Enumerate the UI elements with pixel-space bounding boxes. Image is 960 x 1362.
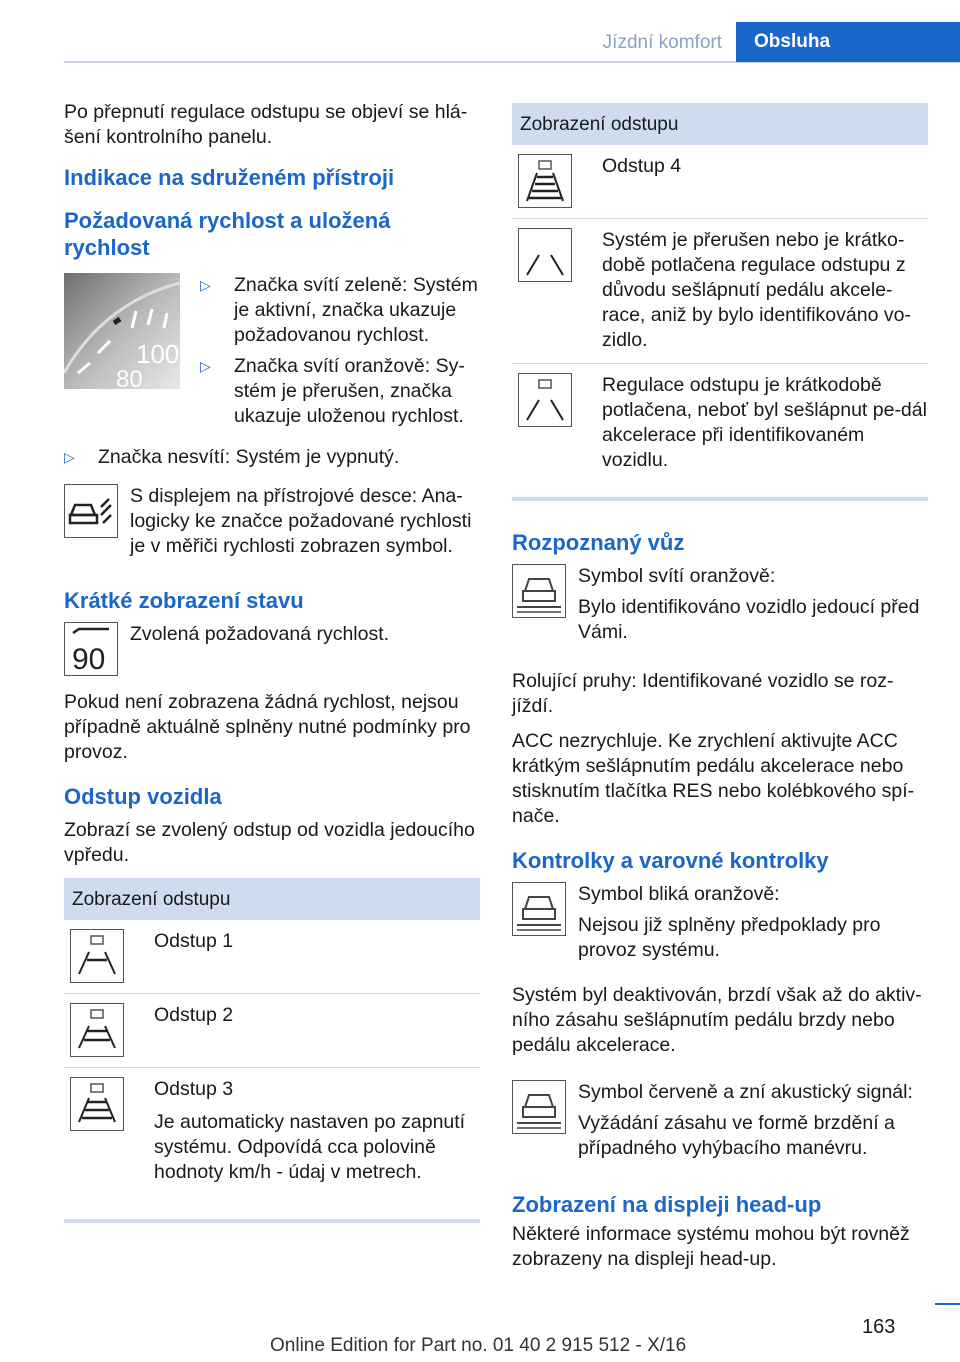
bullet-item: ▷ Značka svítí zeleně: Systém je aktivní, značka ukazuje požadovanou rychlost. [200,274,478,346]
collision-warning-icon [512,1080,566,1134]
distance-3-icon [70,1077,124,1131]
interrupted-icon [518,228,572,282]
footer-rule [935,1303,960,1305]
red-line-2: Vyžádání zásahu ve formě brzdění a případného vyhýbacího manévru. [578,1112,895,1159]
heading-cluster: Indikace na sdruženém přístroji [64,165,395,190]
edition-footer: Online Edition for Part no. 01 40 2 915 512 - X/16 [270,1335,687,1356]
table-row: Odstup 3 Je automaticky nastaven po zapnutí systému. Odpovídá cca polovině hodnoty km/h - údaj v metrech. [64,1068,480,1205]
table-row: Odstup 1 [64,920,480,994]
bullet-item: ▷ Značka svítí oranžově: Sy-stém je přerušen, značka ukazuje uloženou rychlost. [200,355,465,427]
recognized-car-icon [512,564,566,618]
recognized-line-2: Bylo identifikováno vozidlo jedoucí před Vámi. [578,596,920,643]
heading-warning: Kontrolky a varovné kontrolky [512,848,829,873]
heading-speed: Požadovaná rychlost a uložená rychlost [64,208,391,260]
display-paragraph: S displejem na přístrojové desce: Ana-logicky ke značce požadované rychlosti je v měřiči rychlosti zobrazen symbol. [130,485,472,557]
bullet-item: ▷ Značka nesvítí: Systém je vypnutý. [64,446,400,468]
table-header: Zobrazení odstupu [64,878,480,920]
table-end-rule [512,497,928,501]
table-row: Odstup 2 [64,994,480,1068]
intro-paragraph: Po přepnutí regulace odstupu se objeví se hlá-šení kontrolního panelu. [64,101,468,148]
acc-paragraph: ACC nezrychluje. Ke zrychlení aktivujte ACC krátkým sešlápnutím pedálu akcelerace nebo stisknutím tlačítka RES nebo kolébkového spí-nače. [512,730,915,827]
acc-car-icon [64,484,118,538]
table-end-rule [64,1219,480,1223]
recognized-line-1: Symbol svítí oranžově: [578,565,776,587]
header-section-label: Jízdní komfort [602,31,722,53]
headup-paragraph: Některé informace systému mohou být rovněž zobrazeny na displeji head-up. [512,1223,910,1270]
svg-text:90: 90 [72,643,106,675]
svg-text:80: 80 [116,366,143,389]
blink-line-1: Symbol bliká oranžově: [578,883,780,905]
table-header: Zobrazení odstupu [512,103,928,145]
speedometer-image [64,273,180,389]
distance-table-right [512,103,928,501]
table-row: Odstup 4 [512,145,928,219]
table-row: Regulace odstupu je krátkodobě potlačena, neboť byl sešlápnut pe-dál akcelerace při identifikovaném vozidlu. [512,364,928,483]
left-column [64,100,482,1223]
table-row: Systém je přerušen nebo je krátko-době potlačena regulace odstupu z důvodu sešlápnutí pedálu akcele-race, aniž by bylo identifikováno vo-zidlo. [512,219,928,364]
red-line-1: Symbol červeně a zní akustický signál: [578,1081,913,1103]
suppressed-icon [518,373,572,427]
deactivated-paragraph: Systém byl deaktivován, brzdí však až do aktiv-ního zásahu sešlápnutím pedálu brzdy nebo pedálu akcelerace. [512,984,922,1056]
heading-status: Krátké zobrazení stavu [64,588,304,613]
distance-2-icon [70,1003,124,1057]
status-text: Zvolená požadovaná rychlost. [130,623,390,645]
blink-line-2: Nejsou již splněny předpoklady pro provoz systému. [578,914,881,961]
rolling-paragraph: Rolující pruhy: Identifikované vozidlo se roz-jíždí. [512,670,894,717]
heading-distance: Odstup vozidla [64,784,222,809]
distance-1-icon [70,929,124,983]
right-column [512,103,930,1282]
svg-text:100: 100 [136,339,180,369]
warning-car-icon [512,882,566,936]
distance-paragraph: Zobrazí se zvolený odstup od vozidla jedoucího vpředu. [64,819,475,866]
speed-90-icon [64,622,118,676]
heading-recognized: Rozpoznaný vůz [512,530,685,555]
page-number: 163 [862,1316,896,1338]
no-speed-paragraph: Pokud není zobrazena žádná rychlost, nejsou případně aktuálně splněny nutné podmínky pro provoz. [64,691,471,763]
header-active-tab: Obsluha [736,22,960,62]
distance-4-icon [518,154,572,208]
heading-headup: Zobrazení na displeji head-up [512,1192,822,1217]
distance-table-left [64,878,480,1223]
